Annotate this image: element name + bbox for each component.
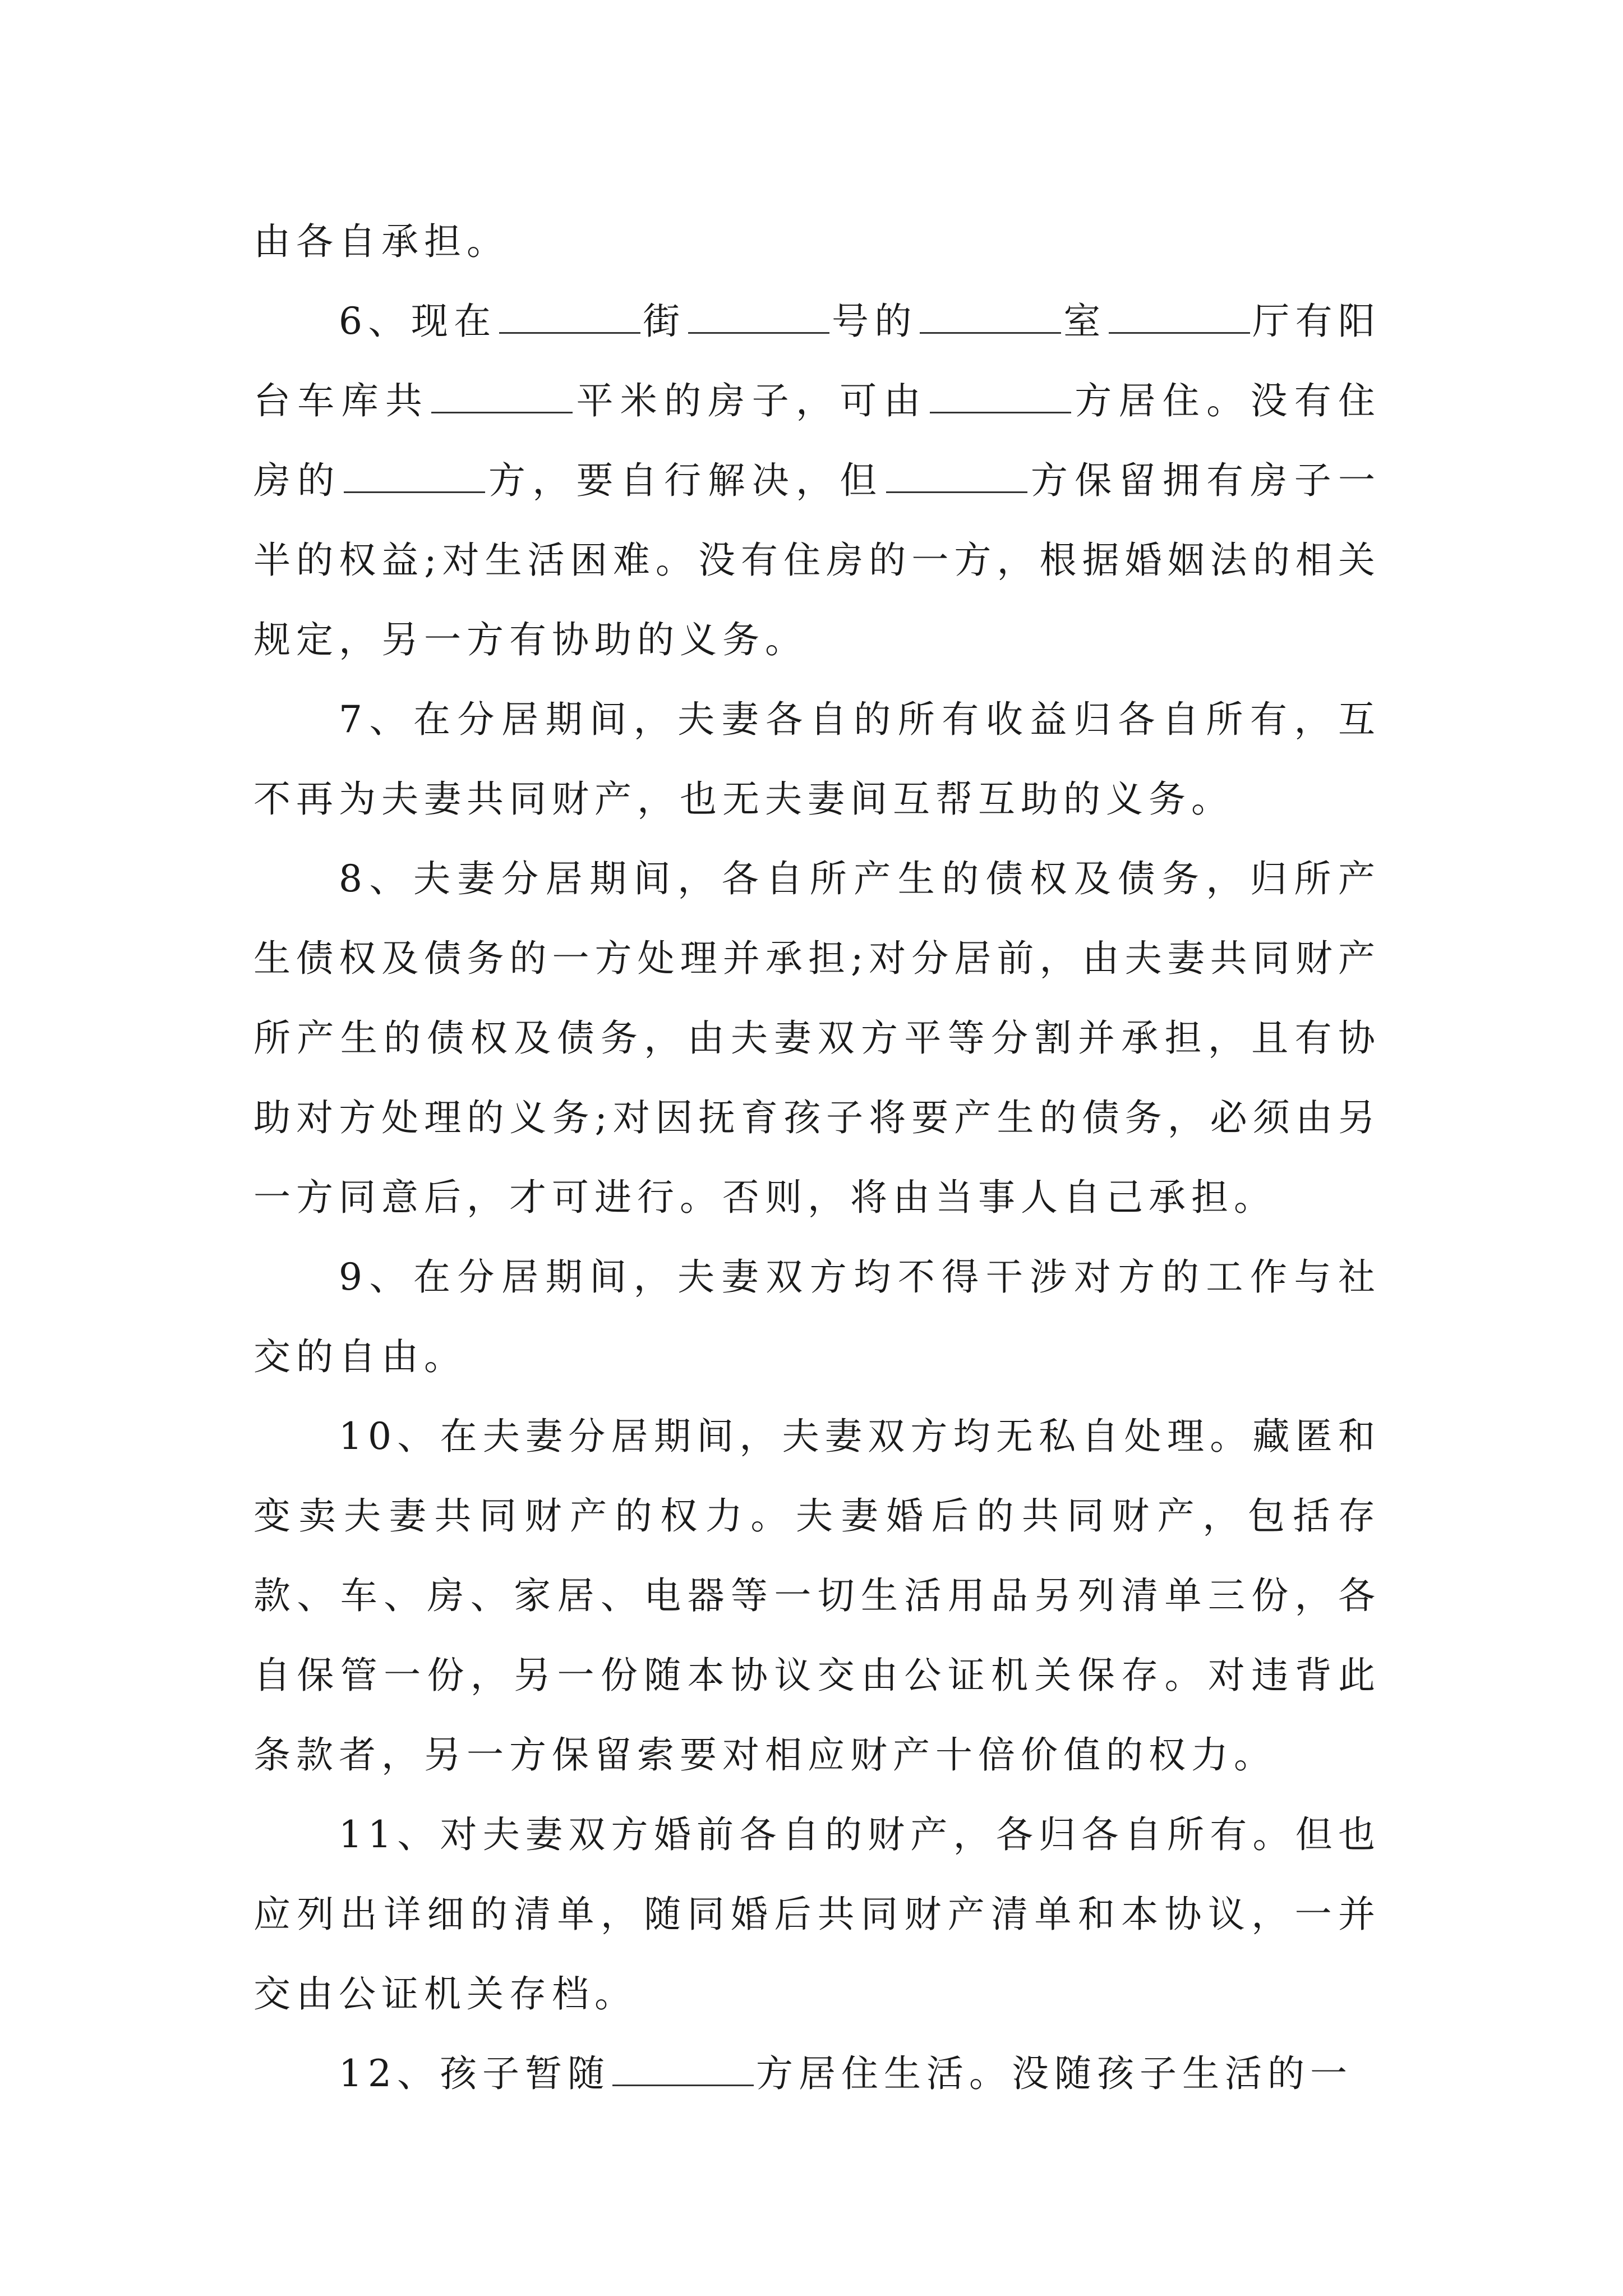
paragraph-7: 7、在分居期间，夫妻各自的所有收益归各自所有，互不再为夫妻共同财产，也无夫妻间互帮互助的义务。 <box>253 698 1381 821</box>
blank-resident-party <box>930 380 1071 413</box>
blank-area <box>431 380 573 413</box>
paragraph-9: 9、在分居期间，夫妻双方均不得干涉对方的工作与社交的自由。 <box>253 1255 1381 1378</box>
paragraph-6-seg-9: 方保留拥有房子一半的权益;对生活困难。没有住房的一方，根据婚姻法的相关规定，另一方有协助的义务。 <box>253 459 1381 661</box>
blank-no-housing-party <box>344 460 485 493</box>
paragraph-6-seg-1: 6、现在 <box>339 300 497 343</box>
document-body <box>253 202 1381 2114</box>
paragraph-6-seg-2: 街 <box>642 300 686 343</box>
paragraph-12 <box>253 2034 1381 2114</box>
blank-halls <box>1109 301 1250 334</box>
blank-retaining-party <box>886 460 1027 493</box>
blank-child-custody-party <box>612 2053 754 2086</box>
paragraph-10: 10、在夫妻分居期间，夫妻双方均无私自处理。藏匿和变卖夫妻共同财产的权力。夫妻婚后的共同财产，包括存款、车、房、家居、电器等一切生活用品另列清单三份，各自保管一份，另一份随本协议交由公证机关保存。对违背此条款者，另一方保留索要对相应财产十倍价值的权力。 <box>253 1415 1381 1777</box>
paragraph-12-seg-1: 12、孩子暂随 <box>339 2052 610 2095</box>
paragraph-11: 11、对夫妻双方婚前各自的财产，各归各自所有。但也应列出详细的清单，随同婚后共同财产清单和本协议，一并交由公证机关存档。 <box>253 1813 1381 2016</box>
paragraph-6 <box>253 282 1381 680</box>
paragraph-continued: 由各自承担。 <box>253 220 509 263</box>
paragraph-6-seg-8: 方，要自行解决，但 <box>487 459 884 502</box>
paragraph-6-seg-5: 厅有阳台车库共 <box>253 300 1381 422</box>
blank-street <box>499 301 640 334</box>
paragraph-6-seg-3: 号的 <box>831 300 917 343</box>
blank-number <box>688 301 829 334</box>
paragraph-6-seg-4: 室 <box>1063 300 1106 343</box>
paragraph-6-seg-7: 方居住。没有住房的 <box>253 379 1381 502</box>
paragraph-12-seg-2: 方居住生活。没随孩子生活的一 <box>755 2052 1353 2095</box>
blank-rooms <box>920 301 1061 334</box>
paragraph-8: 8、夫妻分居期间，各自所产生的债权及债务，归所产生债权及债务的一方处理并承担;对分居前，由夫妻共同财产所产生的债权及债务，由夫妻双方平等分割并承担，且有协助对方处理的义务;对因抚育孩子将要产生的债务，必须由另一方同意后，才可进行。否则，将由当事人自己承担。 <box>253 857 1381 1219</box>
paragraph-6-seg-6: 平米的房子，可由 <box>575 379 928 422</box>
